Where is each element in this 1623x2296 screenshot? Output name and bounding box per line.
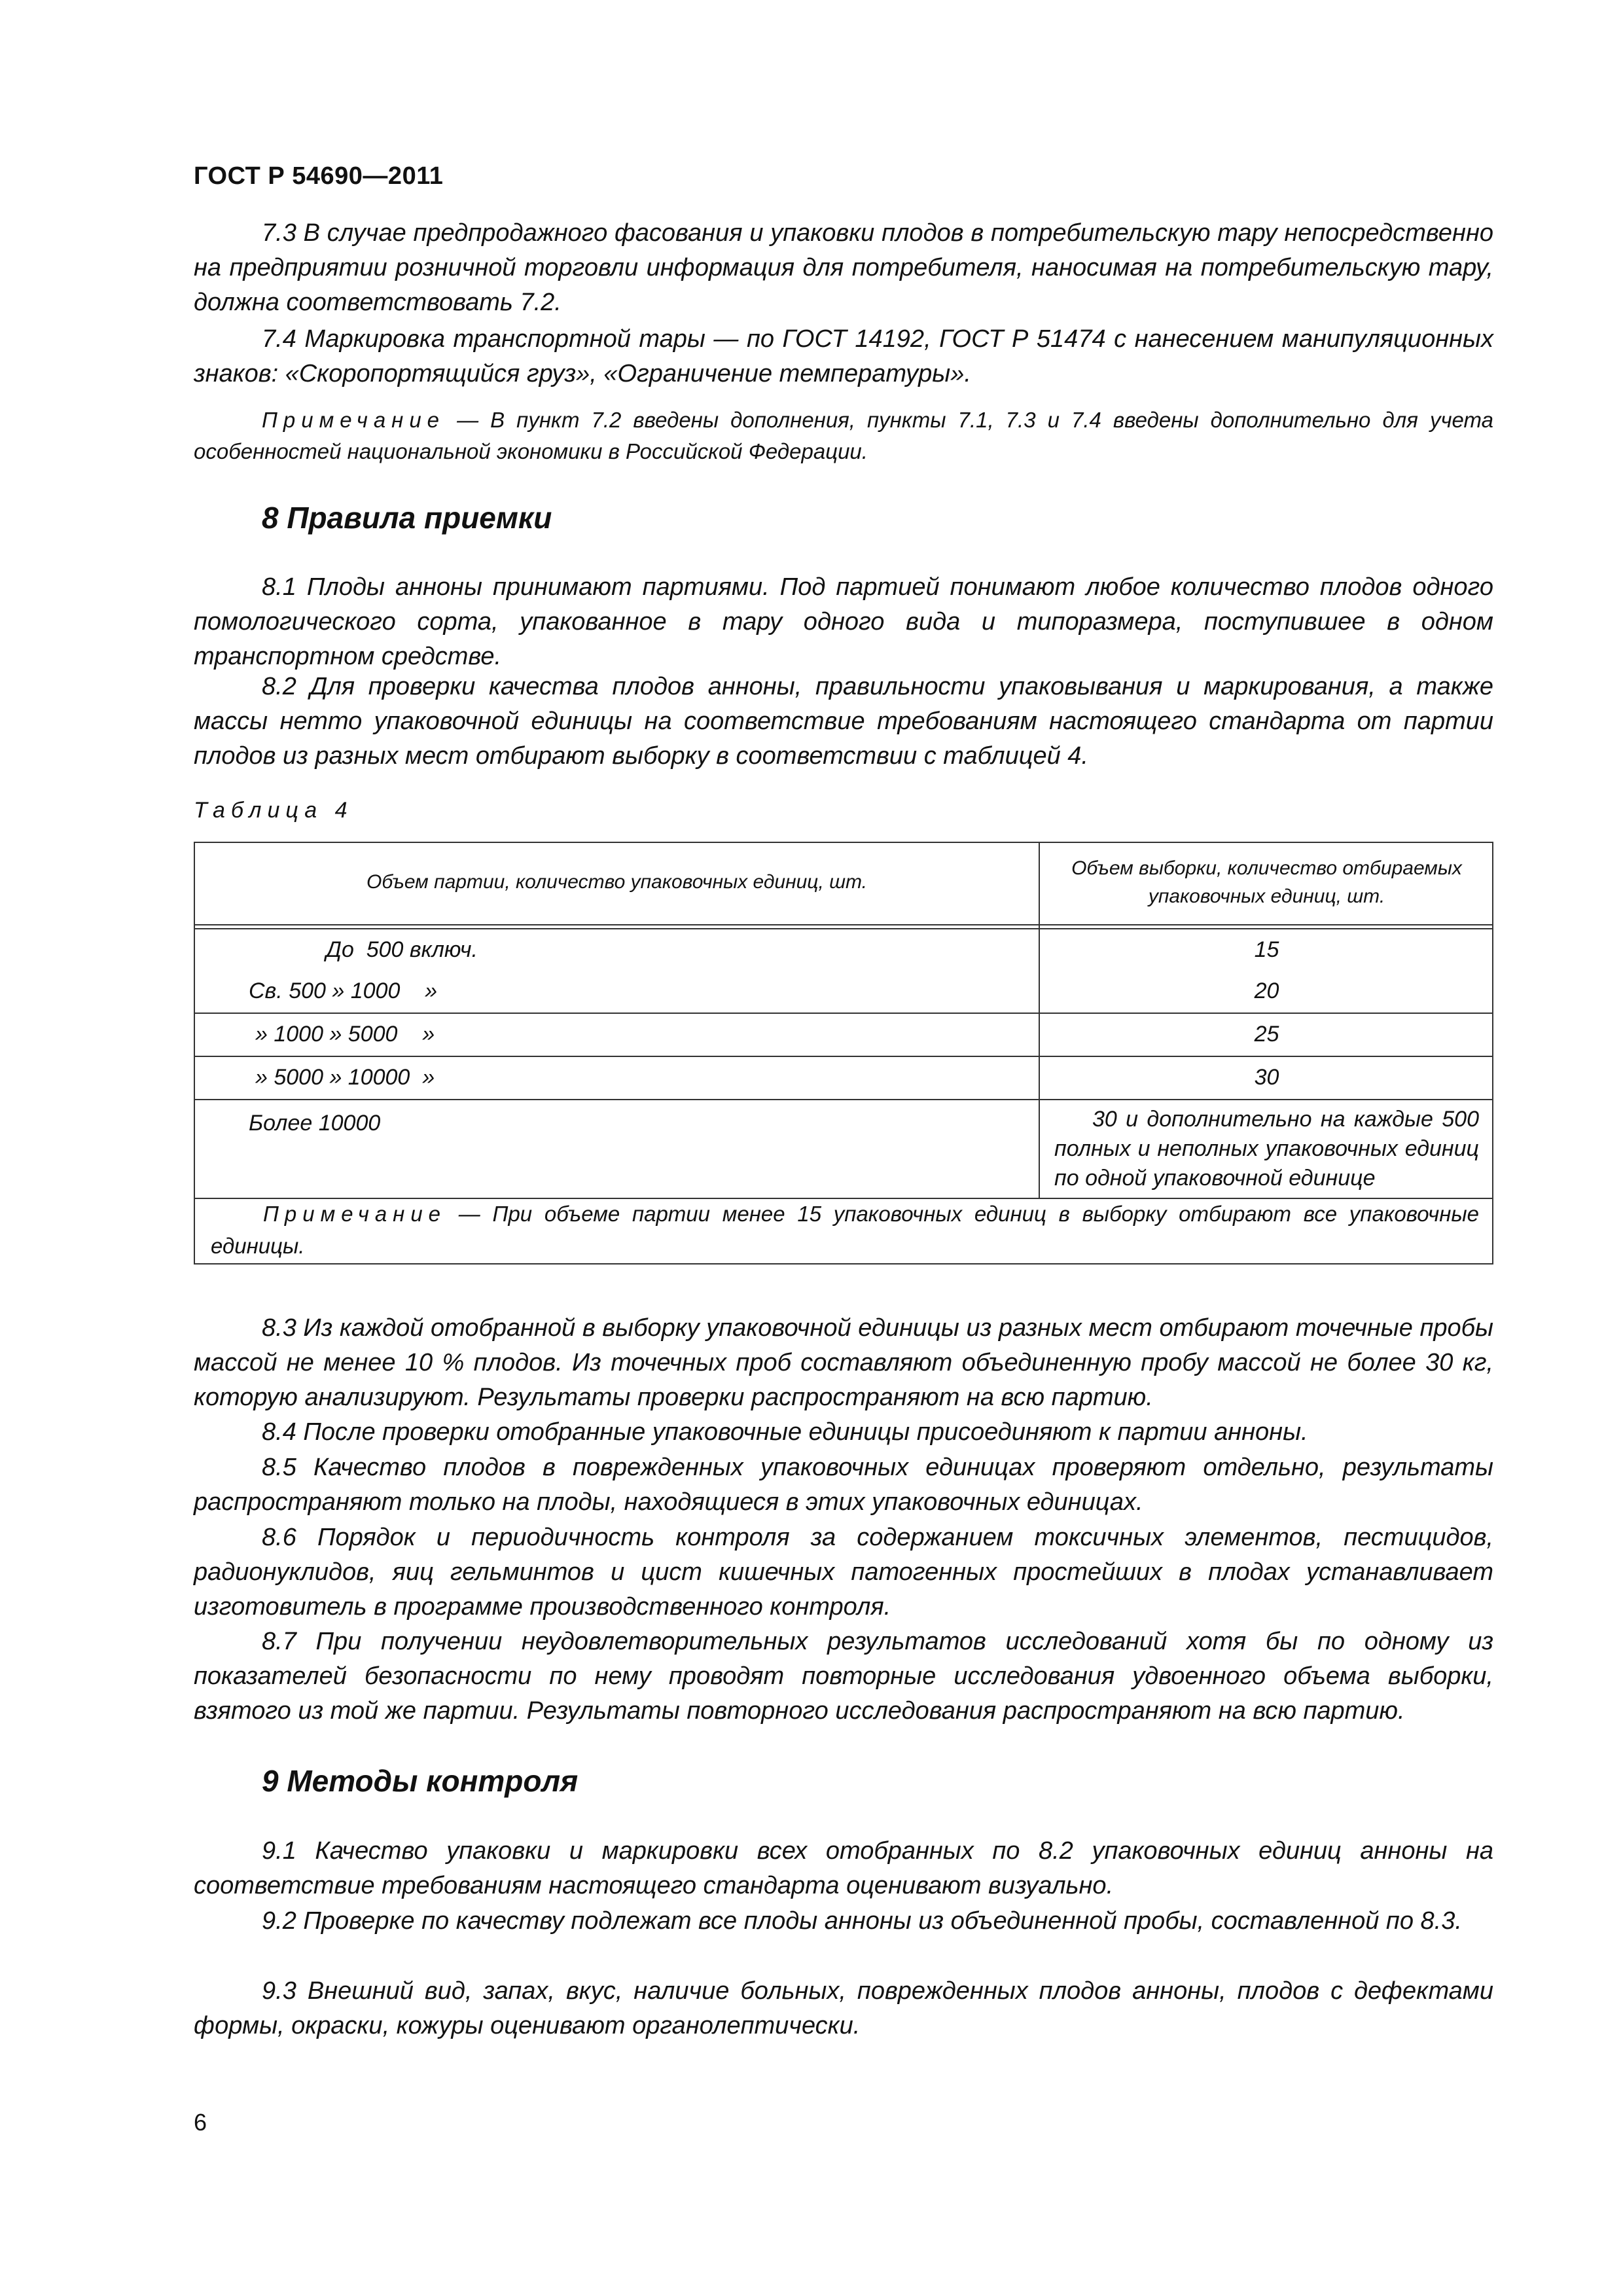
section-9-title: 9 Методы контроля	[262, 1764, 579, 1798]
document-code: ГОСТ Р 54690—2011	[194, 162, 444, 190]
row-rule	[195, 1099, 1492, 1100]
paragraph-7-3: 7.3 В случае предпродажного фасования и упаковки плодов в потребительскую тару непосредственно на предприятии розничной торговли информация для потребителя, наносимая на потребительскую тару, должна соответствовать 7.2.	[194, 219, 1493, 316]
paragraph-8-5: 8.5 Качество плодов в поврежденных упаковочных единицах проверяют отдельно, результаты распространяют только на плоды, находящиеся в этих упаковочных единицах.	[194, 1454, 1493, 1516]
paragraph-8-4: 8.4 После проверки отобранные упаковочные единицы присоединяют к партии анноны.	[262, 1418, 1308, 1446]
table-cell-lot: » 1000 » 5000 »	[255, 1022, 435, 1047]
note-7	[194, 404, 1493, 467]
table-cell-lot: Более 10000	[249, 1111, 381, 1136]
table-cell-lot: Св. 500 » 1000 »	[249, 978, 438, 1003]
paragraph-8-2: 8.2 Для проверки качества плодов анноны, правильности упаковывания и маркирования, а также массы нетто упаковочной единицы на соответствие требованиям настоящего стандарта от партии плодов из разных мест отбирают выборку в соответствии с таблицей 4.	[194, 673, 1493, 770]
table-cell-sample: 20	[1254, 978, 1279, 1003]
section-8-title: 8 Правила приемки	[262, 501, 552, 535]
table-header-sample-size: Объем выборки, количество отбираемых упаковочных единиц, шт.	[1071, 857, 1462, 907]
table-cell-sample: 25	[1254, 1022, 1279, 1047]
table-note-text: — При объеме партии менее 15 упаковочных единиц в выборку отбирают все упаковочные единицы.	[211, 1202, 1479, 1258]
table-note	[195, 1198, 1495, 1262]
paragraph-8-1: 8.1 Плоды анноны принимают партиями. Под партией понимают любое количество плодов одного помологического сорта, упакованное в тару одного вида и типоразмера, поступившее в одном транспортном средстве.	[194, 573, 1493, 670]
paragraph-9-3: 9.3 Внешний вид, запах, вкус, наличие больных, поврежденных плодов анноны, плодов с дефектами формы, окраски, кожуры оценивают органолептически.	[194, 1977, 1493, 2039]
table-header-lot-size: Объем партии, количество упаковочных единиц, шт.	[366, 871, 868, 893]
row-rule	[195, 1013, 1492, 1014]
table-4	[194, 842, 1493, 1265]
paragraph-8-6: 8.6 Порядок и периодичность контроля за содержанием токсичных элементов, пестицидов, радионуклидов, яиц гельминтов и цист кишечных патогенных простейших в плодах устанавливает изготовитель в программе производственного контроля.	[194, 1524, 1493, 1621]
header-rule-double	[195, 928, 1492, 929]
page-number: 6	[194, 2109, 207, 2136]
table-note-label: Примечание	[263, 1202, 447, 1226]
table-cell-lot: До 500 включ.	[326, 937, 478, 962]
paragraph-9-2: 9.2 Проверке по качеству подлежат все плоды анноны из объединенной пробы, составленной по 8.3.	[262, 1907, 1462, 1935]
note-label: Примечание	[262, 408, 446, 432]
table-cell-sample: 30 и дополнительно на каждые 500 полных и неполных упаковочных единиц по одной упаковочной единице	[1054, 1107, 1479, 1191]
table-cell-lot: » 5000 » 10000 »	[255, 1065, 435, 1090]
paragraph-8-7: 8.7 При получении неудовлетворительных результатов исследований хотя бы по одному из показателей безопасности по нему проводят повторные исследования удвоенного объема выборки, взятого из той же партии. Результаты повторного исследования распространяют на всю партию.	[194, 1628, 1493, 1725]
table-cell-sample: 30	[1254, 1065, 1279, 1090]
header-rule	[195, 924, 1492, 925]
table-cell-sample: 15	[1254, 937, 1279, 962]
paragraph-8-3: 8.3 Из каждой отобранной в выборку упаковочной единицы из разных мест отбирают точечные пробы массой не менее 10 % плодов. Из точечных проб составляют объединенную пробу массой не более 30 кг, которую анализируют. Результаты проверки распространяют на всю партию.	[194, 1314, 1493, 1411]
paragraph-7-4: 7.4 Маркировка транспортной тары — по ГОСТ 14192, ГОСТ Р 51474 с нанесением манипуляционных знаков: «Скоропортящийся груз», «Ограничение температуры».	[194, 325, 1493, 387]
paragraph-9-1: 9.1 Качество упаковки и маркировки всех отобранных по 8.2 упаковочных единиц анноны на соответствие требованиям настоящего стандарта оценивают визуально.	[194, 1837, 1493, 1899]
table-caption: Таблица 4	[194, 798, 353, 823]
row-rule	[195, 1056, 1492, 1057]
note-text: — В пункт 7.2 введены дополнения, пункты 7.1, 7.3 и 7.4 введены дополнительно для учета особенностей национальной экономики в Российской Федерации.	[194, 408, 1493, 463]
